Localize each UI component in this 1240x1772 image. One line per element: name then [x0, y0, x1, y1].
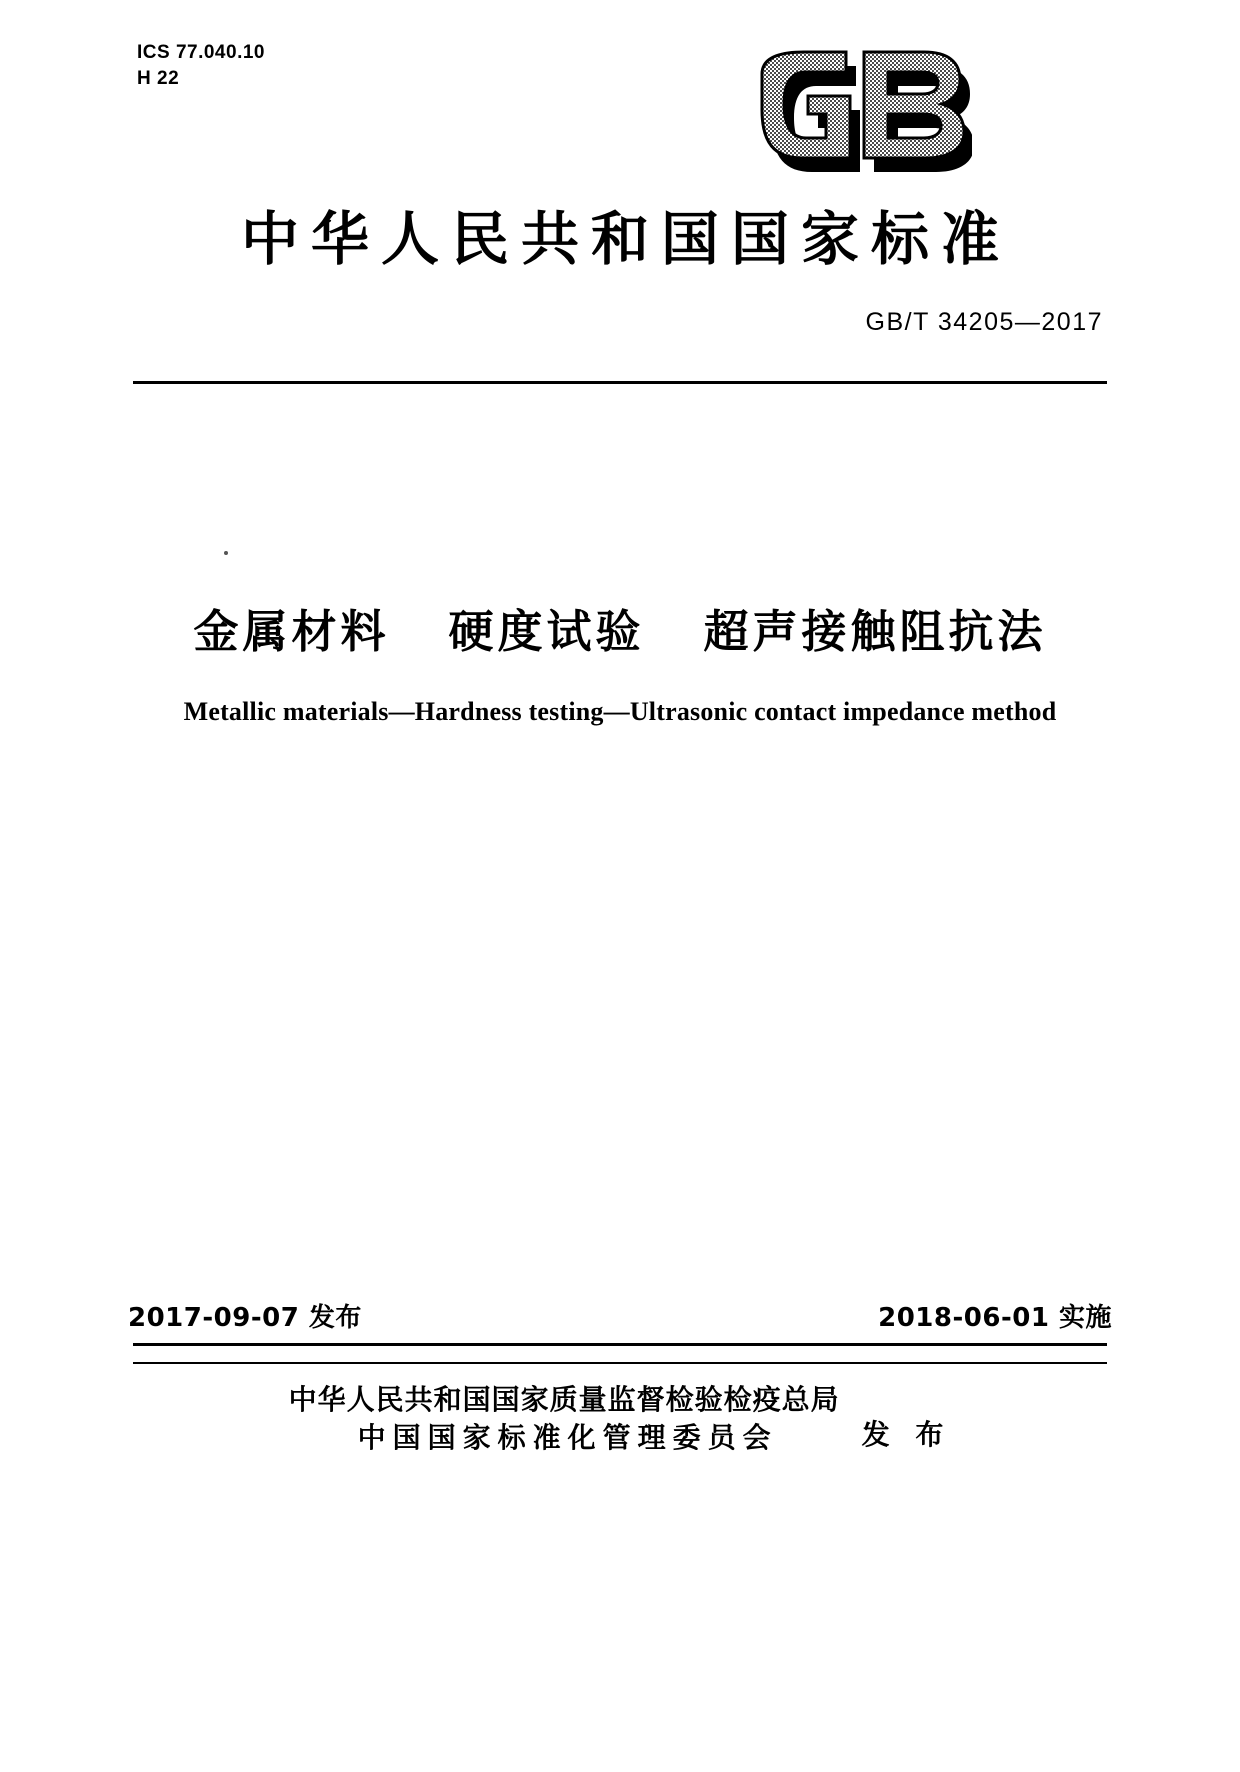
divider-bottom-thin [133, 1362, 1107, 1364]
standard-number: GB/T 34205—2017 [865, 308, 1103, 336]
ics-code: ICS 77.040.10 [137, 42, 265, 63]
issue-date: 2017-09-07 发布 [128, 1303, 362, 1333]
chinese-classification-code: H 22 [137, 67, 180, 89]
publisher-block [0, 1381, 1240, 1457]
publisher-names [289, 1381, 840, 1457]
divider-bottom-thick [133, 1343, 1107, 1346]
document-title-chinese: 金属材料 硬度试验 超声接触阻抗法 [193, 605, 1047, 658]
gb-emblem-icon [742, 48, 972, 176]
publisher-line-1: 中华人民共和国国家质量监督检验检疫总局 [288, 1383, 840, 1416]
national-standard-title: 中华人民共和国国家标准 [240, 205, 1011, 273]
effective-date: 2018-06-01 实施 [878, 1303, 1112, 1333]
classification-codes [137, 40, 265, 91]
scan-artifact-dot [224, 551, 228, 555]
publisher-verb: 发 布 [861, 1417, 952, 1451]
document-title-english: Metallic materials—Hardness testing—Ultrasonic contact impedance method [183, 697, 1057, 726]
publisher-line-2: 中国国家标准化管理委员会 [357, 1420, 778, 1454]
divider-top [133, 381, 1107, 384]
